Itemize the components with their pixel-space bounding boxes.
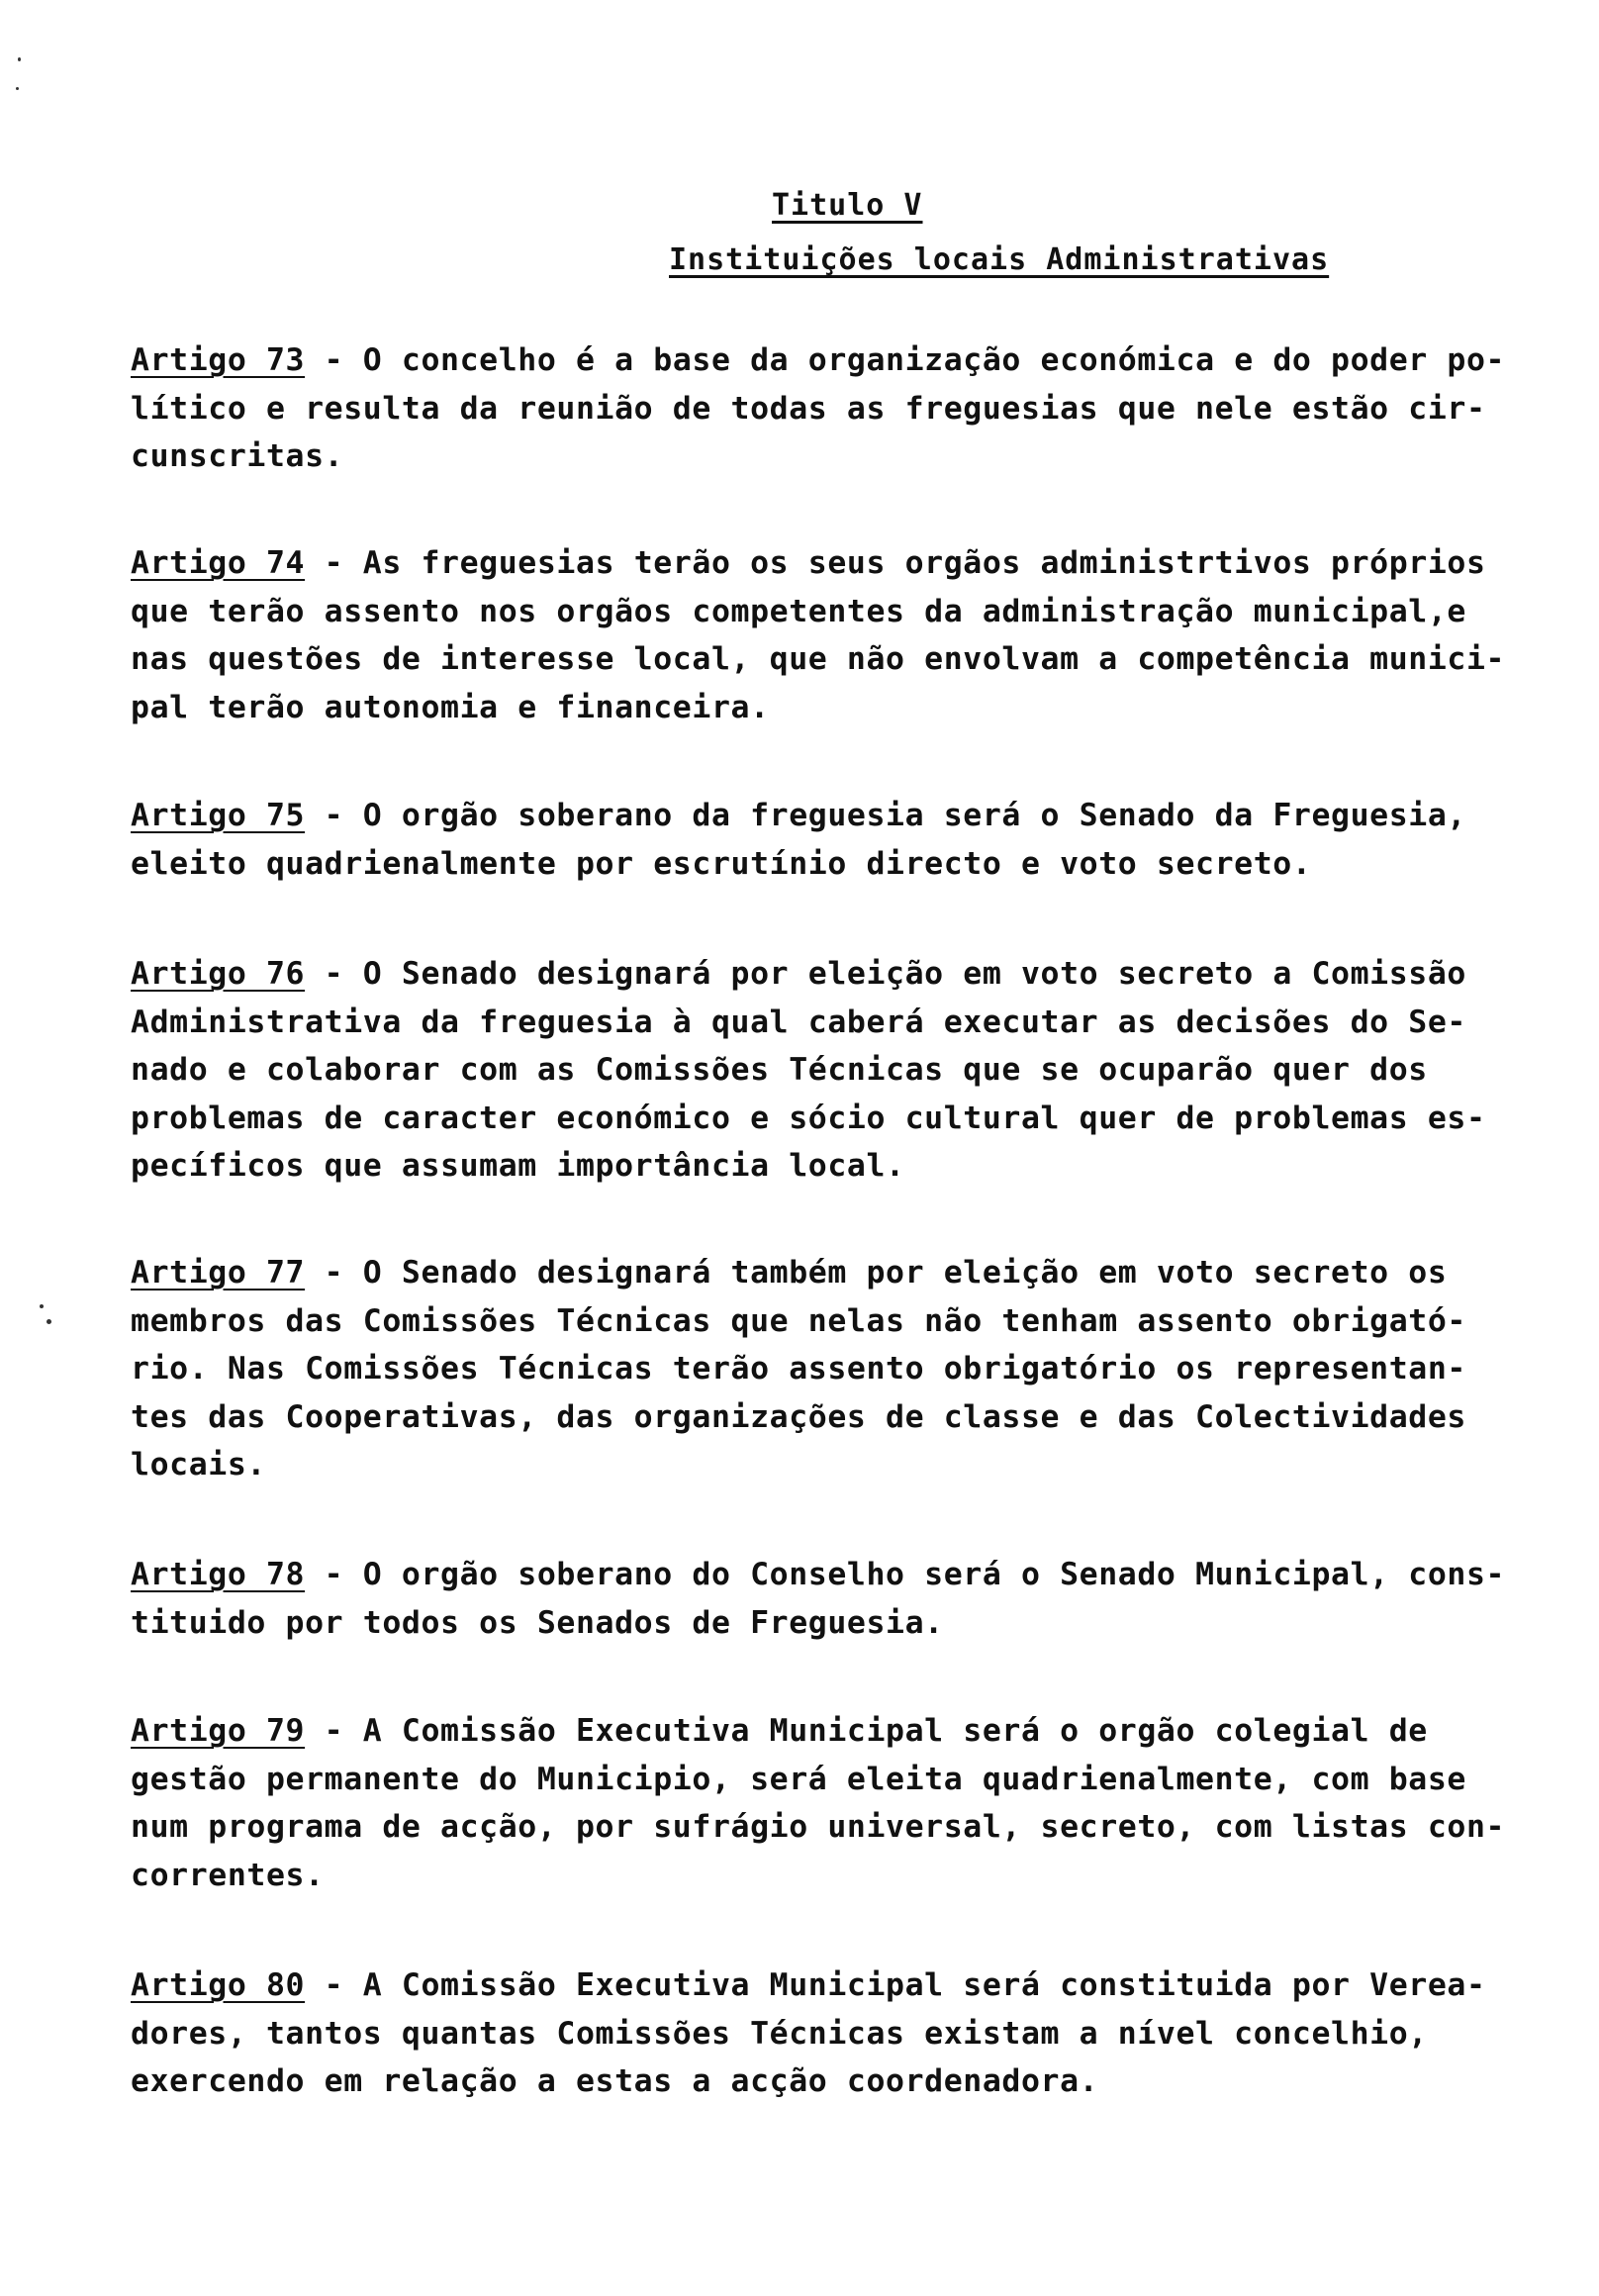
article-line: Artigo 73 - O concelho é a base da organização económica e do poder po- [131, 342, 1506, 378]
document-title: Titulo V [772, 188, 923, 223]
article-label: Artigo 74 [131, 545, 306, 581]
scan-speck [16, 87, 19, 90]
article-line: que terão assento nos orgãos competentes da administração municipal,e [131, 593, 1466, 629]
article-label: Artigo 78 [131, 1557, 306, 1592]
article-73 [131, 336, 1585, 481]
article-line: exercendo em relação a estas a acção coordenadora. [131, 2063, 1099, 2099]
article-line: Artigo 80 - A Comissão Executiva Municipal será constituida por Verea- [131, 1967, 1486, 2003]
article-line: lítico e resulta da reunião de todas as freguesias que nele estão cir- [131, 390, 1486, 427]
article-line: dores, tantos quantas Comissões Técnicas existam a nível concelhio, [131, 2015, 1428, 2052]
article-line: num programa de acção, por sufrágio universal, secreto, com listas con- [131, 1809, 1506, 1845]
article-line: correntes. [131, 1857, 325, 1893]
article-78 [131, 1551, 1585, 1647]
article-line: Artigo 74 - As freguesias terão os seus orgãos administrtivos próprios [131, 545, 1486, 581]
article-line: pal terão autonomia e financeira. [131, 689, 770, 725]
article-label: Artigo 76 [131, 956, 306, 992]
article-76 [131, 950, 1585, 1191]
article-label: Artigo 77 [131, 1255, 306, 1291]
scan-speck [18, 57, 21, 61]
article-label: Artigo 79 [131, 1713, 306, 1749]
article-77 [131, 1249, 1585, 1489]
article-line: Artigo 77 - O Senado designará também por eleição em voto secreto os [131, 1255, 1448, 1291]
document-subtitle: Instituições locais Administrativas [669, 242, 1330, 277]
scan-speck [47, 1319, 51, 1324]
article-label: Artigo 75 [131, 798, 306, 833]
article-79 [131, 1707, 1585, 1899]
article-74 [131, 539, 1585, 731]
article-line: Artigo 76 - O Senado designará por eleição em voto secreto a Comissão [131, 956, 1466, 992]
article-line: cunscritas. [131, 438, 344, 474]
article-line: Artigo 75 - O orgão soberano da freguesia será o Senado da Freguesia, [131, 798, 1466, 833]
article-line: problemas de caracter económico e sócio cultural quer de problemas es- [131, 1100, 1486, 1136]
article-line: Administrativa da freguesia à qual caberá executar as decisões do Se- [131, 1004, 1466, 1040]
article-75 [131, 792, 1585, 888]
article-line: pecíficos que assumam importância local. [131, 1148, 905, 1184]
article-line: gestão permanente do Municipio, será eleita quadrienalmente, com base [131, 1761, 1466, 1797]
scan-speck [40, 1304, 44, 1308]
article-line: locais. [131, 1447, 266, 1483]
article-line: membros das Comissões Técnicas que nelas não tenham assento obrigató- [131, 1302, 1466, 1339]
article-line: eleito quadrienalmente por escrutínio directo e voto secreto. [131, 845, 1312, 882]
article-line: nas questões de interesse local, que não envolvam a competência munici- [131, 641, 1506, 677]
article-label: Artigo 80 [131, 1967, 306, 2003]
article-line: Artigo 79 - A Comissão Executiva Municipal será o orgão colegial de [131, 1713, 1428, 1749]
article-label: Artigo 73 [131, 342, 306, 378]
article-line: Artigo 78 - O orgão soberano do Conselho será o Senado Municipal, cons- [131, 1557, 1506, 1592]
article-line: nado e colaborar com as Comissões Técnicas que se ocuparão quer dos [131, 1052, 1428, 1088]
article-line: rio. Nas Comissões Técnicas terão assento obrigatório os representan- [131, 1351, 1466, 1387]
article-80 [131, 1961, 1585, 2106]
article-line: tes das Cooperativas, das organizações de classe e das Colectividades [131, 1398, 1466, 1435]
article-line: tituido por todos os Senados de Freguesia. [131, 1604, 944, 1641]
